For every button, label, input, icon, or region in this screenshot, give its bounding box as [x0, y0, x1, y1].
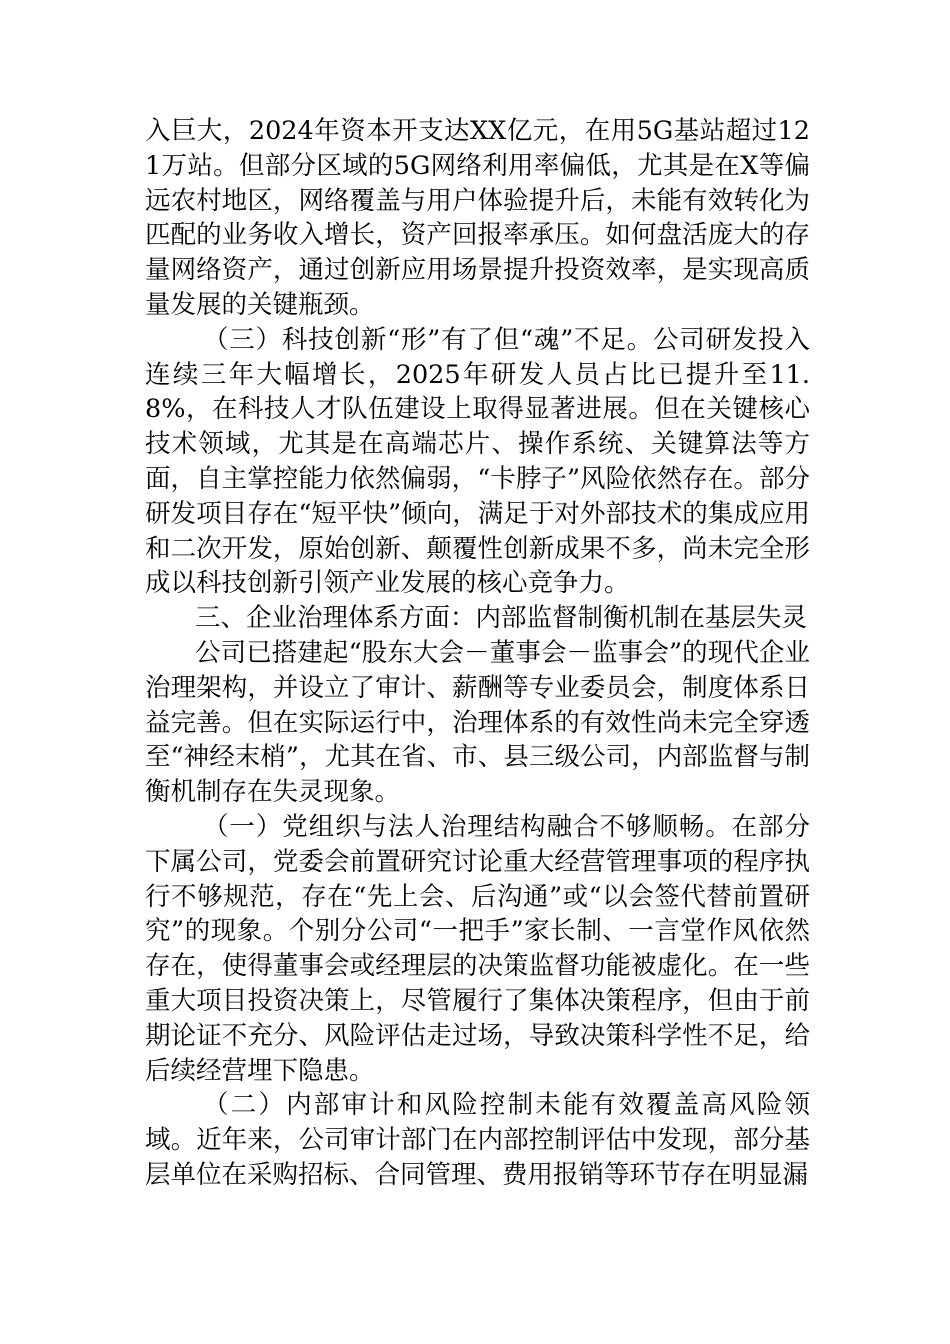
paragraph-continued: 入巨大，2024年资本开支达XX亿元，在用5G基站超过121万站。但部分区域的5G网络利用率偏低，尤其是在X等偏远农村地区，网络覆盖与用户体验提升后，未能有效转化为匹配的业务收入增长，资产回报率承压。如何盘活庞大的存量网络资产，通过创新应用场景提升投资效率，是实现高质量发展的关键瓶颈。: [145, 116, 810, 320]
paragraph-party-integration: （一）党组织与法人治理结构融合不够顺畅。在部分下属公司，党委会前置研究讨论重大经营管理事项的程序执行不够规范，存在“先上会、后沟通”或“以会签代替前置研究”的现象。个别分公司“一把手”家长制、一言堂作风依然存在，使得董事会或经理层的决策监督功能被虚化。在一些重大项目投资决策上，尽管履行了集体决策程序，但由于前期论证不充分、风险评估走过场，导致决策科学性不足，给后续经营埋下隐患。: [145, 811, 810, 1086]
paragraph-tech-innovation: （三）科技创新“形”有了但“魂”不足。公司研发投入连续三年大幅增长，2025年研发人员占比已提升至11.8%，在科技人才队伍建设上取得显著进展。但在关键核心技术领域，尤其是在高端芯片、操作系统、关键算法等方面，自主掌控能力依然偏弱，“卡脖子”风险依然存在。部分研发项目存在“短平快”倾向，满足于对外部技术的集成应用和二次开发，原始创新、颠覆性创新成果不多，尚未完全形成以科技创新引领产业发展的核心竞争力。: [145, 324, 810, 599]
paragraph-internal-audit: （二）内部审计和风险控制未能有效覆盖高风险领域。近年来，公司审计部门在内部控制评估中发现，部分基层单位在采购招标、合同管理、费用报销等环节存在明显漏: [145, 1090, 810, 1190]
paragraph-governance-intro: 公司已搭建起“股东大会－董事会－监事会”的现代企业治理架构，并设立了审计、薪酬等专业委员会，制度体系日益完善。但在实际运行中，治理体系的有效性尚未完全穿透至“神经末梢”，尤其在省、市、县三级公司，内部监督与制衡机制存在失灵现象。: [145, 637, 810, 808]
document-body: [145, 114, 810, 1193]
section-heading-governance: 三、企业治理体系方面：内部监督制衡机制在基层失灵: [195, 603, 808, 634]
